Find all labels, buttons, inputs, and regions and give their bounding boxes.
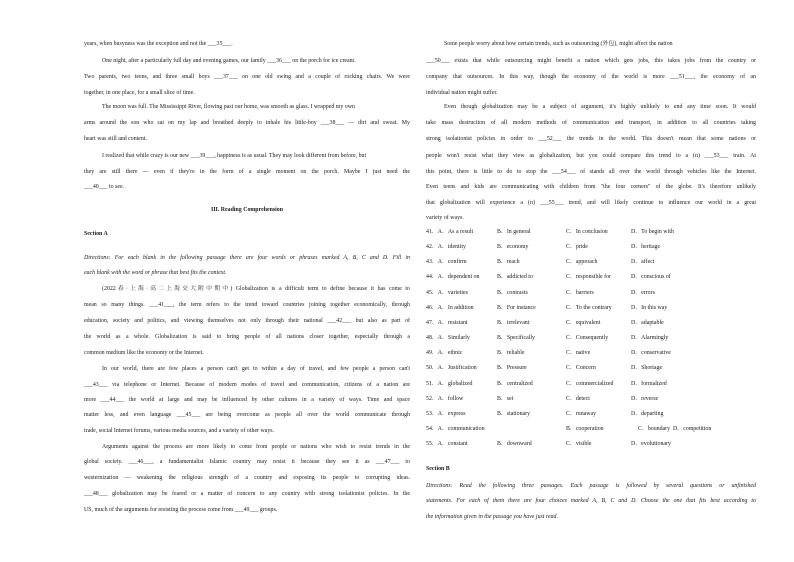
text-line: education, society and politics, and viewing themselves not only through their national ___42___ but also as part of xyxy=(84,318,410,324)
option-c: C．runaway xyxy=(566,410,597,417)
option-a: 46．A．In addition xyxy=(426,304,474,311)
option-b: B．economy xyxy=(497,244,529,251)
option-a: 48．A．Similarly xyxy=(426,335,470,342)
option-d: D．departing xyxy=(631,410,664,417)
text-line: ___43___ via telephone or Internet. Because of modern modes of travel and communication, citizens of a nation are xyxy=(84,382,410,388)
text-line: they are still there — even if they're in the form of a single moment on the porch. Maybe I just need the xyxy=(84,169,410,175)
text-line: matter less, and even language ___45___ are being overcome as people all over the world communicate through xyxy=(84,412,410,418)
text-line: common medium like the economy or the Internet. xyxy=(84,350,204,356)
option-a: 50．A．Justification xyxy=(426,365,477,372)
option-a: 42．A．identity xyxy=(426,244,466,251)
option-b: B．centralized xyxy=(497,380,533,387)
option-c: C．barriers xyxy=(566,289,594,296)
section-heading: III. Reading Comprehension xyxy=(210,207,284,213)
option-b: B．irrelevant xyxy=(497,319,530,326)
option-d: D．conservative xyxy=(631,350,671,357)
text-line: Arguments against the process are more likely to come from people or nations who wish to resist trends in the xyxy=(102,444,410,450)
option-c: C．In conclusion xyxy=(566,229,608,235)
text-line: westernization — weakening the religious strength of a country and exposing its people to corrupting ideas. xyxy=(84,475,410,481)
text-line: (2022春·上海·高二上海交大附中期中) Globalization is a difficult term to define because it has come to xyxy=(102,286,410,292)
section-b-title: Section B xyxy=(426,466,450,472)
option-c: C．detect xyxy=(566,395,590,402)
option-b: B．stationary xyxy=(497,410,531,417)
option-a: 49．A．ethnic xyxy=(426,350,463,357)
option-d: D．evolutionary xyxy=(631,441,671,448)
option-c: C．equivalent xyxy=(566,319,601,326)
text-line: Two parents, two teens, and three small boys ___37___ on one old swing and a couple of rocking chairs. We were xyxy=(84,74,410,80)
directions-line: the information given in the passage you have just read. xyxy=(426,514,558,520)
option-c: C．commercialized xyxy=(566,380,614,387)
text-line: ___48___ globalization may be feared or a matter of concern to any country with strong isolationist policies. In the xyxy=(84,491,410,497)
text-line: years, when busyness was the exception and not the ___35___. xyxy=(84,41,233,47)
option-a: 55．A．constant xyxy=(426,441,468,448)
option-d: D．reverse xyxy=(631,395,659,402)
option-b: B．For instance xyxy=(497,304,536,311)
option-b: B．reach xyxy=(497,259,520,266)
text-line: people won't resist what they view as globalization, but you could compare this trend to a (n) ___53___ train. At xyxy=(426,153,756,159)
option-c: C．native xyxy=(566,350,591,357)
option-a: 44．A．dependent on xyxy=(426,274,480,281)
text-line: heart was still and content. xyxy=(84,136,147,142)
text-line: variety of ways. xyxy=(426,215,464,221)
text-line: Even though globalization may be a subject of argument, it's highly unlikely to end any time soon. It would xyxy=(444,104,756,110)
text-line: individual nation might suffer. xyxy=(426,90,498,96)
text-line: ___40___ to see. xyxy=(84,184,125,190)
option-a: 52．A．follow xyxy=(426,395,464,402)
text-line: US, much of the arguments for resisting the process come from ___49___ groups. xyxy=(84,507,278,513)
option-b: B．reliable xyxy=(497,350,525,357)
option-b: B．Specifically xyxy=(497,335,535,342)
option-d: D．Alarmingly xyxy=(631,335,669,342)
text-line: this point, there is little to do to stop the ___54___ of stands all over the world through vehicles like the Internet. xyxy=(426,169,756,175)
text-line: The moon was full. The Mississippi River, flowing past our home, was smooth as glass. I wrapped my own xyxy=(102,104,355,110)
option-a: 45．A．varieties xyxy=(426,289,468,296)
option-c: C．Consequently xyxy=(566,335,609,342)
option-c: C．To the contrary xyxy=(566,304,612,311)
text-line: global society. ___46___, a fundamentalist Islamic country may resist it because they see it as ___47___ to xyxy=(84,459,410,465)
option-c: C．boundary xyxy=(638,425,671,432)
option-b: B．contrasts xyxy=(497,289,528,296)
option-d: D．conscious of xyxy=(631,274,671,281)
text-line: Even teens and kids are communicating with children from "the four corners" of the globe. It's therefore unlikely xyxy=(426,184,756,190)
option-c: C．Concern xyxy=(566,365,596,372)
option-d: D．competition xyxy=(673,425,712,432)
text-line: In our world, there are few places a person can't get to within a day of travel, and few people a person can't xyxy=(102,366,410,372)
option-b: B．addicted to xyxy=(497,274,533,281)
option-b: B．Pressure xyxy=(497,365,527,372)
text-line: arms around the son who sat on my lap and breathed deeply to inhale his little-boy ___38___ — dirt and sweat. My xyxy=(84,120,410,126)
option-a: 54．A．communication xyxy=(426,425,485,432)
option-d: D．formalized xyxy=(631,380,667,387)
option-d: D．In this way xyxy=(631,304,668,311)
option-d: D．Shortage xyxy=(631,365,663,372)
text-line: company that outsources. In this way, though the economy of the world is more ___51___, the economy of an xyxy=(426,74,756,80)
option-a: 51．A．globalized xyxy=(426,380,473,387)
option-c: C．visible xyxy=(566,441,592,448)
option-c: C．responsible for xyxy=(566,274,611,281)
text-line: together, in one place, for a small slice of time. xyxy=(84,90,195,96)
option-a: 47．A．resistant xyxy=(426,319,468,326)
section-a-title: Section A xyxy=(84,231,108,237)
option-d: D．errors xyxy=(631,289,655,296)
option-d: D．affect xyxy=(631,259,655,266)
option-d: D．heritage xyxy=(631,244,661,251)
option-b: B．cooperation xyxy=(566,425,604,432)
option-b: B．downward xyxy=(497,441,532,448)
directions-line: Directions: Read the following three passages. Each passage is followed by several questions or unfinished xyxy=(426,483,756,489)
text-line: Some people worry about how certain trends, such as outsourcing (外包), might affect the nation xyxy=(444,41,673,47)
text-line: trade, social Internet forums, various media sources, and a variety of other ways. xyxy=(84,428,275,434)
text-line: the world as a whole. Globalization is said to bring people of all nations closer together, especially through a xyxy=(84,334,410,340)
text-line: I realized that while crazy is our new ___39___, happiness is as usual. They may look different from before, but xyxy=(102,153,367,159)
text-line: mean so many things. ___41___, the term refers to the trend toward countries joining together economically, through xyxy=(84,302,410,308)
text-line: that globalization will experience a (n) ___55___ trend, and will likely continue to influence our world in a great xyxy=(426,200,756,206)
option-d: D．To begin with xyxy=(631,229,674,235)
directions-line: Directions: For each blank in the following passage there are four words or phrases marked A, B, C and D. Fill in xyxy=(84,255,410,261)
option-c: C．approach xyxy=(566,259,598,266)
text-line: take mass destruction of all modern methods of communication and transport, in addition to all countries taking xyxy=(426,120,756,126)
option-a: 53．A．express xyxy=(426,410,466,417)
option-a: 41．A．As a result xyxy=(426,229,474,235)
option-b: B．In general xyxy=(497,229,531,235)
text-line: One night, after a particularly full day and evening games, our family ___36___ on the porch for ice cream. xyxy=(102,58,356,64)
option-b: B．set xyxy=(497,395,514,402)
option-a: 43．A．confirm xyxy=(426,259,467,266)
text-line: more ___44___ the world at large and may be influenced by other cultures in a variety of ways. Time and space xyxy=(84,397,410,403)
directions-line: statements. For each of them there are four choices marked A, B, C and D. Choose the one that fits best according to xyxy=(426,498,756,504)
option-d: D．adaptable xyxy=(631,319,664,326)
directions-line: each blank with the word or phrase that best fits the context. xyxy=(84,270,227,276)
option-c: C．pride xyxy=(566,244,588,251)
text-line: strong isolationist policies in order to ___52___ the trends in the world. This doesn't mean that some nations or xyxy=(426,136,756,142)
text-line: ___50___ exists that while outsourcing might benefit a nation which gets jobs, this takes jobs from the country or xyxy=(426,58,756,64)
